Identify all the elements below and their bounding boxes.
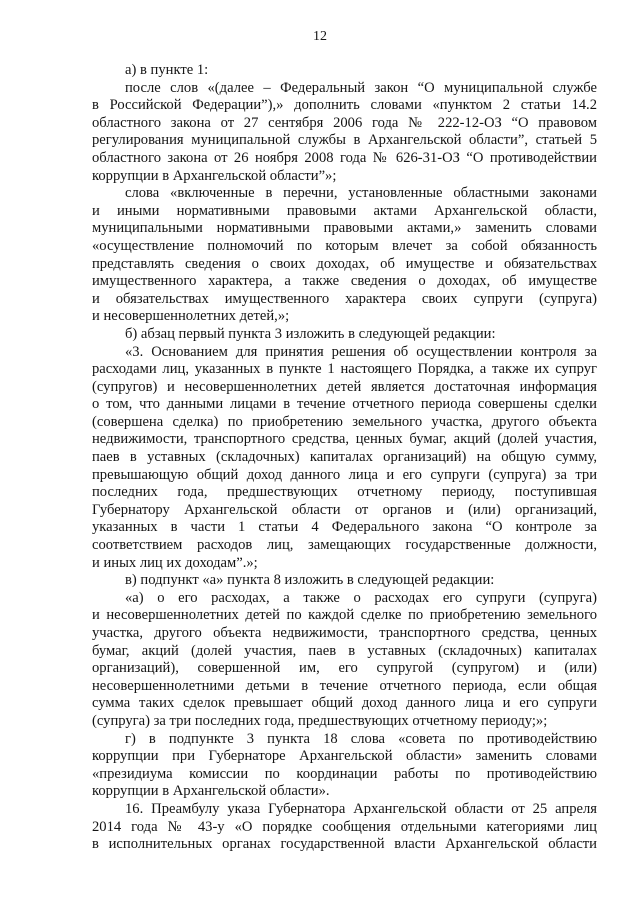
text-line: и иных лиц их доходам”.»; xyxy=(92,554,258,571)
paragraph xyxy=(92,80,597,186)
text-line: б) абзац первый пункта 3 изложить в следующей редакции: xyxy=(125,325,496,342)
text-line: в исполнительных органах государственной власти Архангельской области xyxy=(92,836,597,853)
text-line: (супруга) за три последних года, предшествующих отчетному периоду;»; xyxy=(92,712,548,729)
text-line: слова «включенные в перечни, установленные областными законами xyxy=(125,185,597,202)
text-line: (совершена сделка) по приобретению земельного участка, другого объекта xyxy=(92,413,597,430)
paragraph xyxy=(92,572,597,590)
paragraph xyxy=(92,801,597,854)
text-line: бумаг, акций (долей участия, паев в уставных (складочных) капиталах xyxy=(92,642,597,659)
text-line: последних года, предшествующих отчетному периоду, поступившая xyxy=(92,484,597,501)
text-line: организаций), совершенной им, его супругой (супругом) и (или) xyxy=(92,660,597,677)
text-line: коррупции в Архангельской области”»; xyxy=(92,167,337,184)
paragraph xyxy=(92,731,597,801)
text-line: указанных в части 1 статьи 4 Федерального закона “О контроле за xyxy=(92,519,597,536)
text-line: (супругов) и несовершеннолетних детей является достаточная информация xyxy=(92,378,597,395)
text-line: г) в подпункте 3 пункта 18 слова «совета по противодействию xyxy=(125,730,597,747)
text-line: «а) о его расходах, а также о расходах его супруги (супруга) xyxy=(125,589,597,606)
text-line: участка, другого объекта недвижимости, транспортного средства, ценных xyxy=(92,625,597,641)
text-line: паев в уставных (складочных) капиталах организаций) на общую сумму, xyxy=(92,449,597,466)
text-line: и несовершеннолетних детей,»; xyxy=(92,308,290,325)
text-line: в) подпункт «а» пункта 8 изложить в следующей редакции: xyxy=(125,572,495,589)
text-line: превышающую общий доход данного лица и его супруги (супруга) за три xyxy=(92,466,597,483)
text-line: сумма таких сделок превышает общий доход данного лица и его супруги xyxy=(92,695,597,712)
text-line: областного закона от 26 ноября 2008 года № 626-31-ОЗ “О противодействии xyxy=(92,149,597,166)
text-line: регулирования муниципальной службы в Архангельской области”, статьей 5 xyxy=(92,132,597,149)
text-line: и обязательствах имущественного характера своих супруги (супруга) xyxy=(92,290,597,307)
text-line: «осуществление полномочий по которым влечет за собой обязанность xyxy=(92,237,597,254)
text-line: коррупции при Губернаторе Архангельской области» заменить словами xyxy=(92,748,597,765)
text-line: представлять сведения о своих доходах, об имуществе и обязательствах xyxy=(92,255,597,272)
text-line: в Российской Федерации”),» дополнить словами «пунктом 2 статьи 14.2 xyxy=(92,97,597,114)
text-line: областного закона от 27 сентября 2006 года № 222-12-ОЗ “О правовом xyxy=(92,114,597,131)
text-line: о том, что данными лицами в течение отчетного периода совершены сделки xyxy=(92,396,597,413)
text-line: муниципальными нормативными правовыми актами,» заменить словами xyxy=(92,220,597,237)
paragraph xyxy=(92,326,597,344)
text-line: 2014 года № 43-у «О порядке сообщения отдельными категориями лиц xyxy=(92,818,597,835)
text-line: имущественного характера, а также сведения о доходах, об имуществе xyxy=(92,273,597,290)
text-line: «президиума комиссии по координации работы по противодействию xyxy=(92,765,597,782)
text-line: Губернатору Архангельской области от органов и (или) организаций, xyxy=(92,501,597,518)
text-line: недвижимости, транспортного средства, ценных бумаг, акций (долей участия, xyxy=(92,431,597,448)
text-line: соответствием расходов лиц, замещающих государственные должности, xyxy=(92,537,597,554)
text-line: и иными нормативными правовыми актами Архангельской области, xyxy=(92,202,597,219)
text-line: коррупции в Архангельской области». xyxy=(92,783,330,800)
text-line: а) в пункте 1: xyxy=(125,62,209,78)
page-number: 12 xyxy=(313,29,327,44)
text-line: несовершеннолетними детьми в течение отчетного периода, если общая xyxy=(92,677,597,694)
text-line: после слов «(далее – Федеральный закон “О муниципальной службе xyxy=(125,79,597,96)
document-body xyxy=(92,62,597,854)
paragraph xyxy=(92,590,597,731)
text-line: расходами лиц, указанных в пункте 1 настоящего Порядка, а также их супруг xyxy=(92,361,597,378)
paragraph xyxy=(92,185,597,326)
paragraph xyxy=(92,62,597,80)
text-line: 16. Преамбулу указа Губернатора Архангельской области от 25 апреля xyxy=(125,800,597,817)
paragraph xyxy=(92,344,597,573)
text-line: «3. Основанием для принятия решения об осуществлении контроля за xyxy=(125,343,597,360)
text-line: и несовершеннолетних детей по каждой сделке по приобретению земельного xyxy=(92,607,597,624)
